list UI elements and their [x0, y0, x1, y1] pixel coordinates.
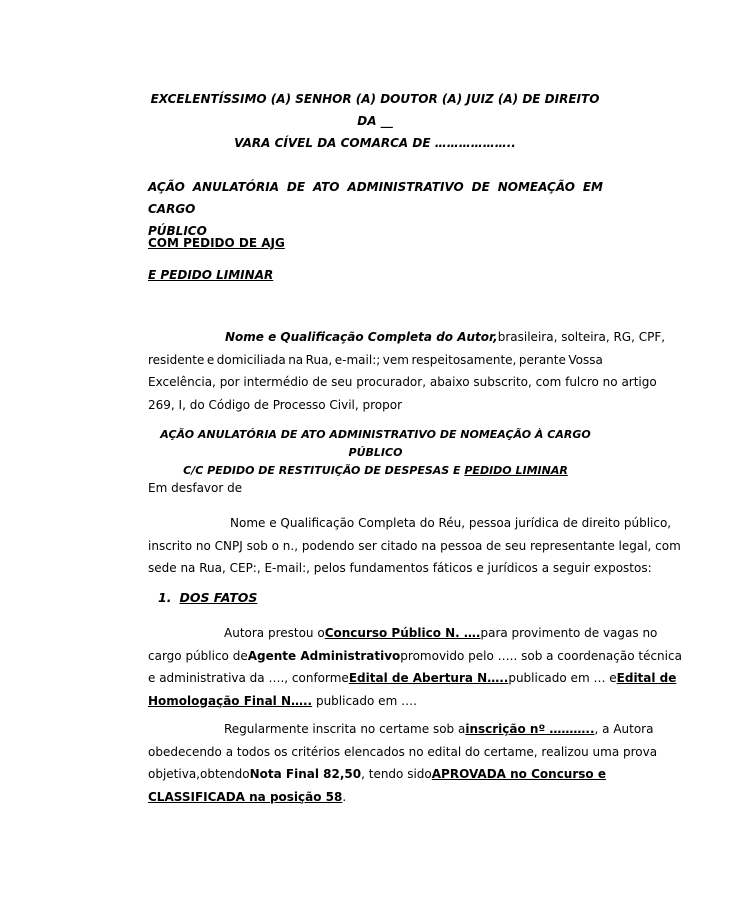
- word: perante: [518, 352, 566, 367]
- job-title: Agente Administrativo: [247, 648, 401, 663]
- facts-p1-line-2: [148, 645, 682, 668]
- text: para provimento de vagas no: [480, 626, 658, 640]
- facts-p2-line-3: [148, 763, 606, 786]
- word: Vossa: [568, 352, 603, 367]
- court-header-line-2: VARA CÍVEL DA COMARCA DE ………………..: [234, 136, 516, 150]
- word: na: [288, 352, 304, 367]
- facts-p1-line-1: [148, 622, 658, 645]
- facts-p2-line-1: [148, 718, 654, 741]
- defendant-line-1: Nome e Qualificação Completa do Réu, pessoa jurídica de direito público,: [230, 516, 672, 530]
- text: , tendo sido: [361, 767, 432, 781]
- word: respeitosamente,: [411, 352, 517, 367]
- facts-paragraph-1: [148, 622, 682, 712]
- section-number: 1.: [158, 590, 172, 605]
- opening-notice: Edital de Abertura N…..: [348, 671, 509, 685]
- action-request-line-1: AÇÃO ANULATÓRIA DE ATO ADMINISTRATIVO DE NOMEAÇÃO À CARGO PÚBLICO: [160, 428, 591, 459]
- court-header-line-1: EXCELENTÍSSIMO (A) SENHOR (A) DOUTOR (A) JUIZ (A) DE DIREITO DA __: [150, 92, 600, 128]
- against-label: Em desfavor de: [148, 481, 243, 495]
- word: e: [206, 352, 215, 367]
- facts-p2-line-2: obedecendo a todos os critérios elencados no edital do certame, realizou uma prova: [148, 744, 658, 759]
- text: obtendo: [199, 767, 250, 781]
- word: domiciliada: [216, 352, 286, 367]
- facts-paragraph-2: [148, 718, 658, 808]
- plaintiff-name: Nome e Qualificação Completa do Autor,: [225, 330, 498, 344]
- plaintiff-line-1: [148, 326, 666, 349]
- text: Autora prestou o: [224, 626, 325, 640]
- section-heading-facts: [158, 590, 257, 605]
- word: residente: [148, 352, 205, 367]
- text: objetiva,: [148, 767, 200, 781]
- defendant-line-3: sede na Rua, CEP:, E-mail:, pelos fundamentos fáticos e jurídicos a seguir expostos:: [148, 561, 652, 575]
- plaintiff-paragraph: [148, 326, 666, 416]
- court-header: [140, 88, 610, 154]
- action-title: [148, 176, 603, 242]
- text: , a Autora: [594, 722, 654, 736]
- action-request: [148, 426, 603, 480]
- contest-number: Concurso Público N. ….: [324, 626, 481, 640]
- final-grade: Nota Final 82,50: [249, 767, 362, 781]
- action-request-line-2: [148, 462, 603, 480]
- registration-number: inscrição nº ………..: [465, 722, 595, 736]
- action-title-line-1: AÇÃO ANULATÓRIA DE ATO ADMINISTRATIVO DE NOMEAÇÃO EM CARGO: [148, 180, 603, 216]
- section-title: DOS FATOS: [179, 590, 258, 605]
- text: e administrativa da …., conforme: [148, 671, 349, 685]
- text: promovido pelo ….. sob a coordenação técnica: [400, 648, 682, 663]
- facts-p2-line-4: [148, 786, 603, 809]
- action-request-text: C/C PEDIDO DE RESTITUIÇÃO DE DESPESAS E: [183, 464, 461, 477]
- text: cargo público de: [148, 648, 248, 663]
- text: publicado em ….: [315, 693, 417, 708]
- text: .: [342, 789, 347, 804]
- defendant-line-2: inscrito no CNPJ sob o n., podendo ser citado na pessoa de seu representante legal, com: [148, 538, 681, 553]
- defendant-paragraph: [148, 512, 681, 580]
- plaintiff-line-2: [148, 349, 603, 372]
- liminar-request: E PEDIDO LIMINAR: [148, 268, 274, 282]
- text: Regularmente inscrita no certame sob a: [224, 722, 466, 736]
- homologation-notice-start: Edital de: [616, 671, 677, 685]
- action-title-line-2: PÚBLICO: [148, 224, 207, 238]
- approval-status: APROVADA no Concurso e: [431, 767, 606, 781]
- ajg-request: COM PEDIDO DE AJG: [148, 236, 285, 250]
- plaintiff-line-4: 269, I, do Código de Processo Civil, propor: [148, 397, 403, 412]
- word: vem: [382, 352, 409, 367]
- homologation-notice: Homologação Final N…..: [148, 693, 313, 708]
- action-request-liminar: PEDIDO LIMINAR: [464, 464, 568, 477]
- facts-p1-line-3: [148, 667, 677, 690]
- text: publicado em … e: [508, 671, 617, 685]
- classification-position: CLASSIFICADA na posição 58: [148, 789, 343, 804]
- word: Rua,: [305, 352, 333, 367]
- facts-p1-line-4: [148, 690, 603, 713]
- word: e-mail:;: [334, 352, 381, 367]
- plaintiff-line-3: Excelência, por intermédio de seu procurador, abaixo subscrito, com fulcro no artigo: [148, 375, 657, 389]
- plaintiff-qualification: brasileira, solteira, RG, CPF,: [497, 330, 666, 344]
